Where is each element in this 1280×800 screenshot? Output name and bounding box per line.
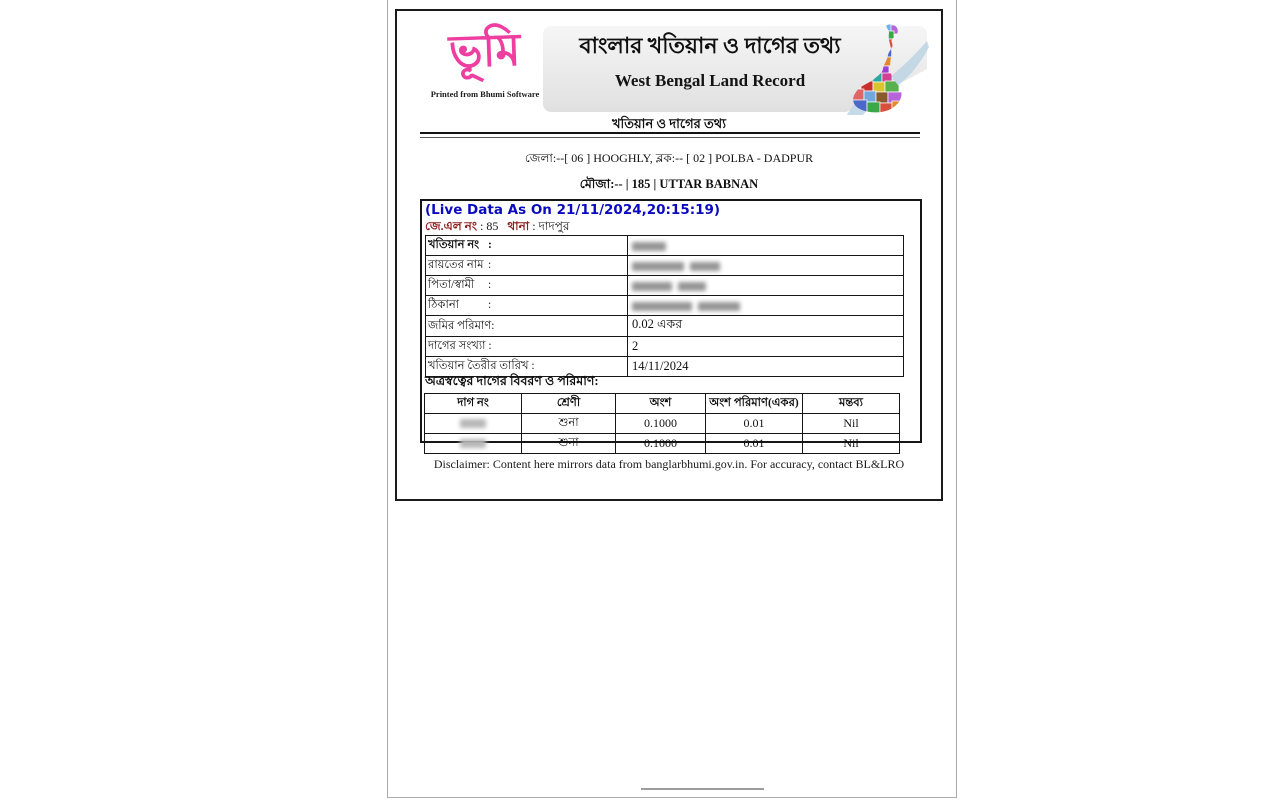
- land-area-value: 0.02 একর: [628, 316, 904, 337]
- table-row: [426, 337, 904, 357]
- table-row: পিতা/স্বামী :: [426, 276, 904, 296]
- remarks-cell: Nil: [803, 414, 900, 434]
- jl-value: : 85: [480, 219, 499, 233]
- khatian-no-value: [628, 236, 904, 256]
- dag-no-cell: [425, 414, 522, 434]
- class-cell: শুনা: [522, 414, 616, 434]
- remarks-cell: Nil: [803, 434, 900, 454]
- table-header-row: [425, 394, 900, 414]
- logo-caption: Printed from Bhumi Software: [430, 89, 540, 99]
- row-label: দাগের সংখ্যা :: [426, 337, 628, 357]
- footer-divider: [641, 788, 764, 790]
- disclaimer-text: Disclaimer: Content here mirrors data from banglarbhumi.gov.in. For accuracy, contact BL&LRO: [433, 457, 905, 471]
- land-record-page: [395, 9, 943, 501]
- dag-count-value: 2: [628, 337, 904, 357]
- page-title-bengali: বাংলার খতিয়ান ও দাগের তথ্য: [579, 33, 841, 58]
- table-row: রায়তের নাম :: [426, 256, 904, 276]
- live-data-heading: (Live Data As On 21/11/2024,20:15:19): [425, 202, 721, 218]
- dag-details-table: [424, 393, 900, 454]
- district-block-line: জেলা:--[ 06 ] HOOGHLY, ব্লক:-- [ 02 ] POLBA - DADPUR: [524, 151, 814, 165]
- table-row: [426, 316, 904, 337]
- row-label: ঠিকানা: [428, 299, 460, 311]
- table-row: [425, 434, 900, 454]
- share-area-cell: 0.01: [706, 414, 803, 434]
- col-header: অংশ: [616, 394, 706, 414]
- jl-label: জে.এল নং: [425, 219, 478, 233]
- row-label: খতিয়ান তৈরীর তারিখ :: [426, 357, 628, 377]
- thana-label: থানা: [507, 219, 530, 233]
- dag-no-cell: [425, 434, 522, 454]
- document-subtitle: খতিয়ান ও দাগের তথ্য: [612, 116, 726, 131]
- table-row: খতিয়ান নং :: [426, 236, 904, 256]
- raiyat-name-value: [628, 256, 904, 276]
- col-header: দাগ নং: [425, 394, 522, 414]
- bhumi-logo-text: ভূমি: [448, 22, 522, 79]
- col-header: শ্রেণী: [522, 394, 616, 414]
- class-cell: শুনা: [522, 434, 616, 454]
- row-label: খতিয়ান নং: [428, 239, 480, 251]
- khatian-date-value: 14/11/2024: [628, 357, 904, 377]
- live-data-box: [420, 199, 922, 450]
- father-husband-value: [628, 276, 904, 296]
- bhumi-logo: [427, 21, 543, 109]
- page-title-english: West Bengal Land Record: [614, 71, 806, 90]
- share-cell: 0.1000: [616, 434, 706, 454]
- row-label: পিতা/স্বামী: [428, 279, 475, 291]
- thana-value: : দাদপুর: [532, 219, 570, 233]
- share-area-cell: 0.01: [706, 434, 803, 454]
- col-header: মন্তব্য: [803, 394, 900, 414]
- dag-section-title: অত্রস্বত্বের দাগের বিবরণ ও পরিমাণ:: [425, 374, 599, 388]
- table-row: [425, 414, 900, 434]
- khatian-details-table: [425, 235, 904, 377]
- table-row: ঠিকানা :: [426, 296, 904, 316]
- col-header: অংশ পরিমাণ(একর): [706, 394, 803, 414]
- mouza-line: মৌজা:-- | 185 | UTTAR BABNAN: [579, 177, 759, 191]
- row-label: জমির পরিমাণ:: [426, 316, 628, 337]
- row-label: রায়তের নাম: [428, 259, 484, 271]
- document-viewer-frame: [387, 0, 957, 798]
- jl-thana-line: [425, 219, 917, 233]
- address-value: [628, 296, 904, 316]
- share-cell: 0.1000: [616, 414, 706, 434]
- header-divider: [420, 132, 920, 138]
- westbengal-map-icon: [843, 23, 929, 117]
